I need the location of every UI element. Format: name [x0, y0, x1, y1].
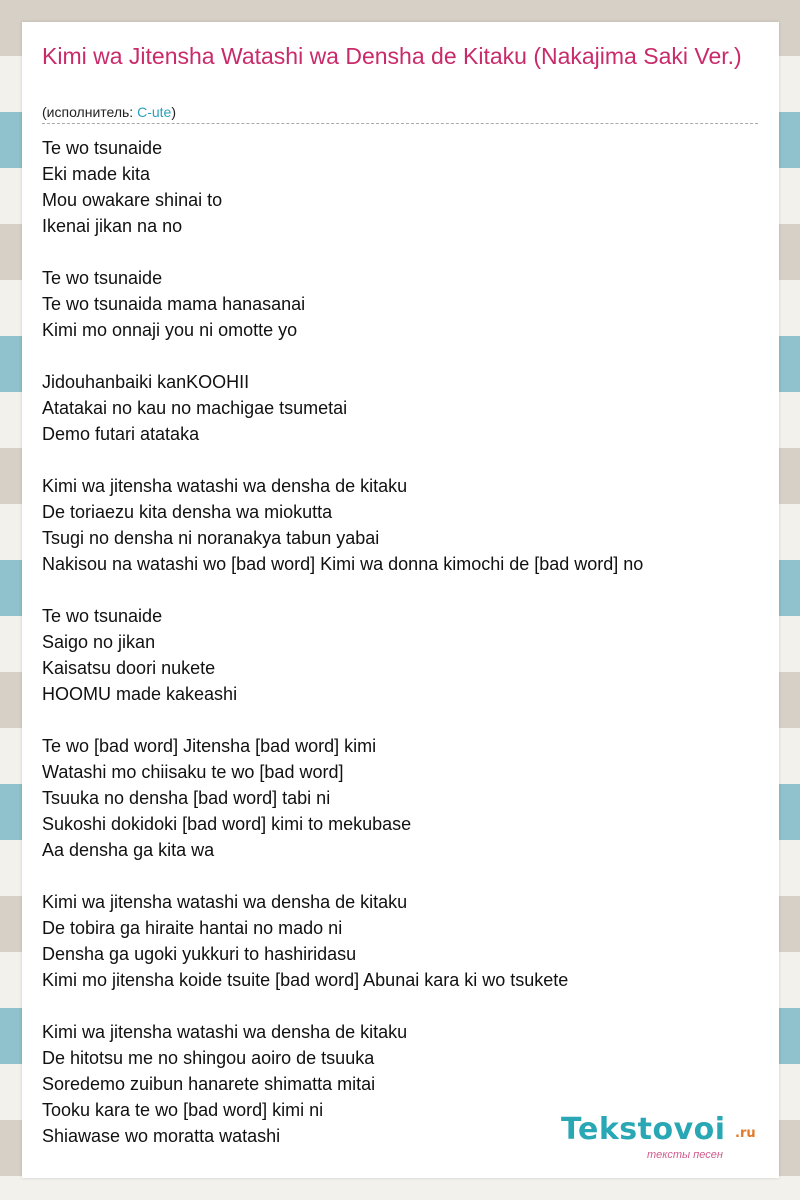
- lyrics-line: Tooku kara te wo [bad word] kimi ni: [42, 1100, 324, 1120]
- site-logo[interactable]: [561, 1112, 771, 1168]
- artist-prefix: (исполнитель:: [42, 104, 138, 120]
- lyrics-line: Kaisatsu doori nukete: [42, 658, 216, 678]
- lyrics-line: De tobira ga hiraite hantai no mado ni: [42, 918, 343, 938]
- logo-domain: .ru: [735, 1126, 756, 1141]
- lyrics-stanza: [42, 733, 762, 863]
- artist-link[interactable]: C-ute: [137, 104, 172, 120]
- lyrics-line: De hitotsu me no shingou aoiro de tsuuka: [42, 1048, 375, 1068]
- lyrics-line: Te wo tsunaida mama hanasanai: [42, 294, 306, 314]
- lyrics-line: Tsugi no densha ni noranakya tabun yabai: [42, 528, 380, 548]
- lyrics-line: Te wo tsunaide: [42, 268, 163, 288]
- lyrics-line: Saigo no jikan: [42, 632, 156, 652]
- lyrics-body: [42, 135, 762, 1175]
- lyrics-line: Te wo tsunaide: [42, 606, 163, 626]
- lyrics-line: Te wo [bad word] Jitensha [bad word] kimi: [42, 736, 377, 756]
- lyrics-line: De toriaezu kita densha wa miokutta: [42, 502, 333, 522]
- lyrics-line: Ikenai jikan na no: [42, 216, 183, 236]
- lyrics-line: Soredemo zuibun hanarete shimatta mitai: [42, 1074, 376, 1094]
- lyrics-line: HOOMU made kakeashi: [42, 684, 238, 704]
- lyrics-line: Atatakai no kau no machigae tsumetai: [42, 398, 348, 418]
- lyrics-line: Kimi mo onnaji you ni omotte yo: [42, 320, 298, 340]
- lyrics-stanza: [42, 135, 762, 239]
- artist-byline: [42, 104, 758, 124]
- logo-subtitle: тексты песен: [647, 1149, 723, 1161]
- lyrics-line: Nakisou na watashi wo [bad word] Kimi wa donna kimochi de [bad word] no: [42, 554, 644, 574]
- lyrics-line: Demo futari atataka: [42, 424, 200, 444]
- lyrics-stanza: [42, 265, 762, 343]
- logo-text: Tekstovoi: [561, 1112, 726, 1147]
- lyrics-line: Kimi wa jitensha watashi wa densha de kitaku: [42, 892, 408, 912]
- artist-suffix: ): [171, 104, 176, 120]
- lyrics-line: Kimi wa jitensha watashi wa densha de kitaku: [42, 476, 408, 496]
- lyrics-stanza: [42, 889, 762, 993]
- song-title: Kimi wa Jitensha Watashi wa Densha de Kitaku (Nakajima Saki Ver.): [42, 43, 742, 69]
- lyrics-line: Kimi mo jitensha koide tsuite [bad word] Abunai kara ki wo tsukete: [42, 970, 569, 990]
- lyrics-line: Aa densha ga kita wa: [42, 840, 215, 860]
- lyrics-line: Shiawase wo moratta watashi: [42, 1126, 281, 1146]
- lyrics-line: Mou owakare shinai to: [42, 190, 223, 210]
- lyrics-line: Kimi wa jitensha watashi wa densha de kitaku: [42, 1022, 408, 1042]
- lyrics-line: Eki made kita: [42, 164, 151, 184]
- lyrics-card: [22, 22, 779, 1178]
- lyrics-stanza: [42, 473, 762, 577]
- lyrics-line: Tsuuka no densha [bad word] tabi ni: [42, 788, 331, 808]
- lyrics-stanza: [42, 369, 762, 447]
- lyrics-line: Te wo tsunaide: [42, 138, 163, 158]
- lyrics-line: Watashi mo chiisaku te wo [bad word]: [42, 762, 344, 782]
- lyrics-line: Jidouhanbaiki kanKOOHII: [42, 372, 250, 392]
- lyrics-stanza: [42, 603, 762, 707]
- lyrics-line: Sukoshi dokidoki [bad word] kimi to mekubase: [42, 814, 412, 834]
- lyrics-line: Densha ga ugoki yukkuri to hashiridasu: [42, 944, 357, 964]
